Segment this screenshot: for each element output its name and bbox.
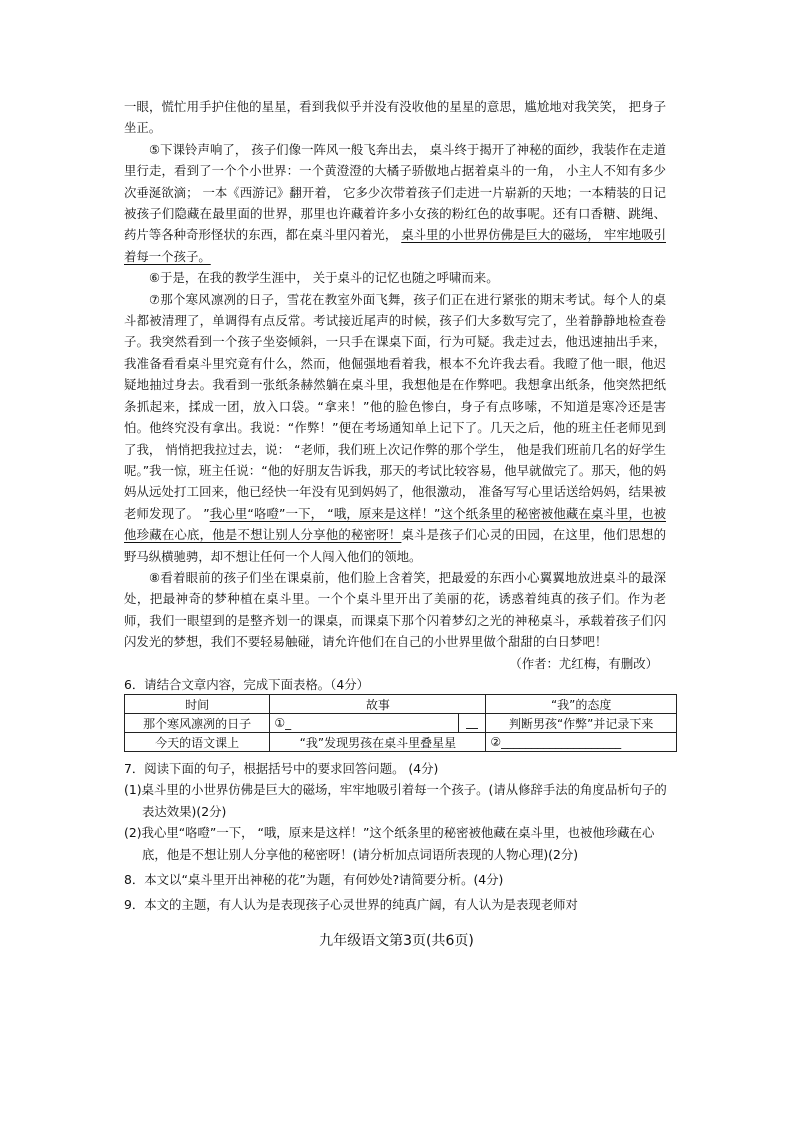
table-header-row <box>125 695 677 714</box>
blank-2-cell[interactable]: ②____________________ <box>486 733 677 752</box>
paragraph-7 <box>124 289 666 567</box>
question-7-part-2: (2)我心里“咯噔”一下， “哦，原来是这样！”这个纸条里的秘密被他藏在桌斗里，也被他珍藏在心底，他是不想让别人分享他的秘密呀！(请分析加点词语所表现的人物心理)(2分) <box>124 825 655 862</box>
question-6-stem: 6．请结合文章内容，完成下面表格。（4分） <box>124 677 369 692</box>
passage <box>124 96 666 674</box>
paragraph-6: ⑥于是，在我的教学生涯中， 关于桌斗的记忆也随之呼啸而来。 <box>149 270 499 286</box>
table-row <box>125 733 677 752</box>
header-time: 时间 <box>125 695 270 714</box>
paragraph-7-underlined: 我心里“咯噔”一下， “哦，原来是这样！”这个纸条里的秘密被他藏在桌斗里，也被他珍藏在心底，他是不想让别人分享他的秘密呀！ <box>124 505 667 543</box>
page-footer: 九年级语文第3页(共6页) <box>319 933 474 949</box>
paragraph-5-underlined: 桌斗里的小世界仿佛是巨大的磁场， 牢牢地吸引着每一个孩子。 <box>124 227 666 264</box>
paragraph-7-text: ⑦那个寒风凛冽的日子，雪花在教室外面飞舞，孩子们正在进行紧张的期末考试。每个人的桌斗都被清理了，单调得有点反常。考试接近尾声的时候，孩子们大多数写完了，坐着静静地检查卷子。我突然看到一个孩子坐姿倾斜，一只手在课桌下面，行为可疑。我走过去，他迅速抽出手来，我准备看看桌斗里究竟有什么，然而，他倔强地看着我，根本不允许我去看。我瞪了他一眼，他迟疑地抽过身去。我看到一张纸条赫然躺在桌斗里，我想他是在作弊吧。我想拿出纸条，他突然把纸条抓起来，揉成一团，放入口袋。“拿来！”他的脸色惨白，身子有点哆嗦，不知道是寒冷还是害怕。他终究没有拿出。我说：“作弊！”便在考场通知单上记下了。几天之后，他的班主任老师见到了我， 悄悄把我拉过去，说： “老师，我们班上次记作弊的那个学生， 他是我们班前几名的好学生呢。”我一惊，班主任说：“他的好朋友告诉我，那天的考试比较容易，他早就做完了。那天，他的妈妈从远处打工回来，他已经快一年没有见到妈妈了，他很激动， 准备写写心里话送给妈妈，结果被老师发现了。 ” <box>124 291 666 521</box>
paragraph-5 <box>124 139 666 267</box>
question-8: 8．本文以“桌斗里开出神秘的花”为题，有何妙处?请简要分析。(4分) <box>124 872 504 888</box>
header-attitude: “我”的态度 <box>486 695 677 714</box>
cell-time: 今天的语文课上 <box>125 733 270 752</box>
author-note: （作者：尤红梅，有删改） <box>509 655 658 671</box>
table-row <box>125 714 677 733</box>
blank-line <box>466 716 478 729</box>
question-7-stem: 7．阅读下面的句子，根据括号中的要求回答问题。 (4分) <box>124 761 439 776</box>
blank-1-extra <box>459 714 486 733</box>
paragraph-5-text: ⑤下课铃声响了， 孩子们像一阵风一般飞奔出去， 桌斗终于揭开了神秘的面纱，我装作在走道里行走，看到了一个个小世界：一个黄澄澄的大橘子骄傲地占据着桌斗的一角， 小主人不知有多少次垂涎欲滴； 一本《西游记》翻开着， 它多少次带着孩子们走进一片崭新的天地；一本精装的日记被孩子们隐藏在最里面的世界，那里也许藏着许多小女孩的粉红色的故事呢。还有口香糖、跳绳、 药片等各种奇形怪状的东西，都在桌斗里闪着光， <box>124 141 666 243</box>
paragraph-7-tail: 桌斗是孩子们心灵的田园，在这里，他们思想的野马纵横驰骋，却不想让任何一个人闯入他们的领地。 <box>124 527 667 564</box>
paragraph-8: ⑧看着眼前的孩子们坐在课桌前，他们脸上含着笑，把最爱的东西小心翼翼地放进桌斗的最深处，把最神奇的梦种植在桌斗里。一个个桌斗里开出了美丽的花，诱惑着纯真的孩子们。作为老师，我们一眼望到的是整齐划一的课桌，而课桌下那个闪着梦幻之光的神秘桌斗，承载着孩子们闪闪发光的梦想，我们不要轻易触碰，请允许他们在自己的小世界里做个甜甜的白日梦吧！ <box>124 569 666 650</box>
answer-table <box>124 694 677 752</box>
blank-1-cell[interactable]: ①_ <box>270 714 459 733</box>
question-9: 9．本文的主题，有人认为是表现孩子心灵世界的纯真广阔，有人认为是表现老师对 <box>124 897 578 913</box>
cell-time: 那个寒风凛冽的日子 <box>125 714 270 733</box>
question-7-part-1: (1)桌斗里的小世界仿佛是巨大的磁场，牢牢地吸引着每一个孩子。(请从修辞手法的角度品析句子的表达效果)(2分) <box>124 782 667 819</box>
paragraph-4-end: 一眼，慌忙用手护住他的星星，看到我似乎并没有没收他的星星的意思，尴尬地对我笑笑， 把身子坐正。 <box>124 99 666 136</box>
cell-attitude: 判断男孩“作弊”并记录下来 <box>486 714 677 733</box>
question-7 <box>124 758 669 916</box>
header-story: 故事 <box>270 695 486 714</box>
cell-story: “我”发现男孩在桌斗里叠星星 <box>270 733 486 752</box>
